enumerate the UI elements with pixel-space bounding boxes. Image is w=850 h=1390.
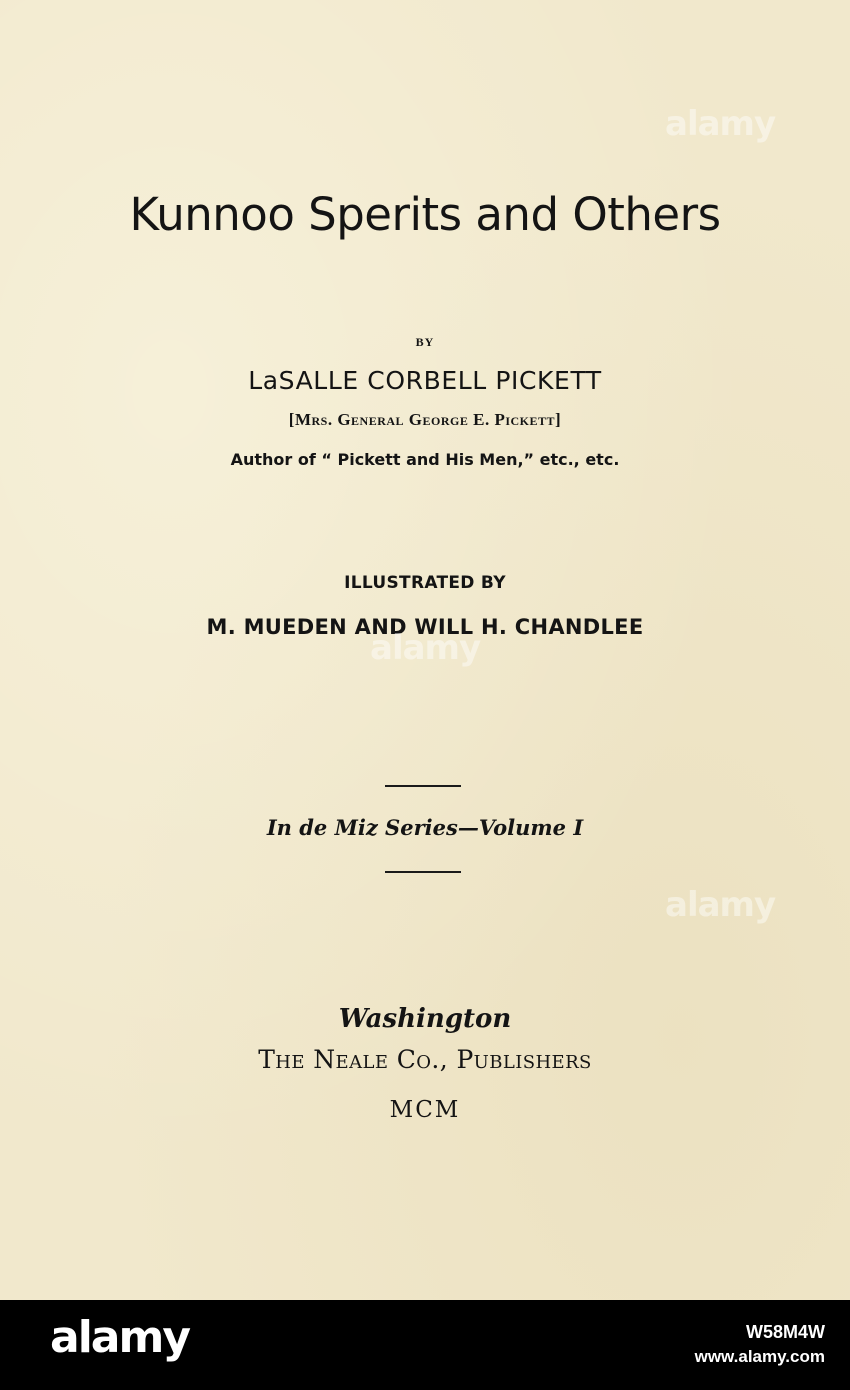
author-credits: Author of “ Pickett and His Men,” etc., etc. <box>230 450 620 469</box>
publication-year: MCM <box>389 1097 461 1123</box>
book-title: Kunnoo Sperits and Others <box>129 188 721 241</box>
watermark: alamy <box>665 104 776 144</box>
image-id: W58M4W <box>745 1322 825 1342</box>
bottom-divider <box>385 871 461 873</box>
alamy-logo: alamy <box>50 1312 189 1363</box>
watermark: alamy <box>370 628 481 668</box>
site-url: www.alamy.com <box>694 1347 825 1366</box>
publisher-name: The Neale Co., Publishers <box>258 1045 592 1074</box>
top-divider <box>385 785 461 787</box>
watermark: alamy <box>665 885 776 925</box>
by-label: BY <box>415 335 435 349</box>
illustrated-by-label: ILLUSTRATED BY <box>344 573 506 593</box>
publication-city: Washington <box>338 1004 512 1034</box>
series-line: In de Miz Series—Volume I <box>266 815 584 840</box>
illustrators: M. MUEDEN AND WILL H. CHANDLEE <box>206 615 644 639</box>
author-name: LaSALLE CORBELL PICKETT <box>248 366 602 395</box>
author-note: [Mrs. General George E. Pickett] <box>288 410 562 429</box>
